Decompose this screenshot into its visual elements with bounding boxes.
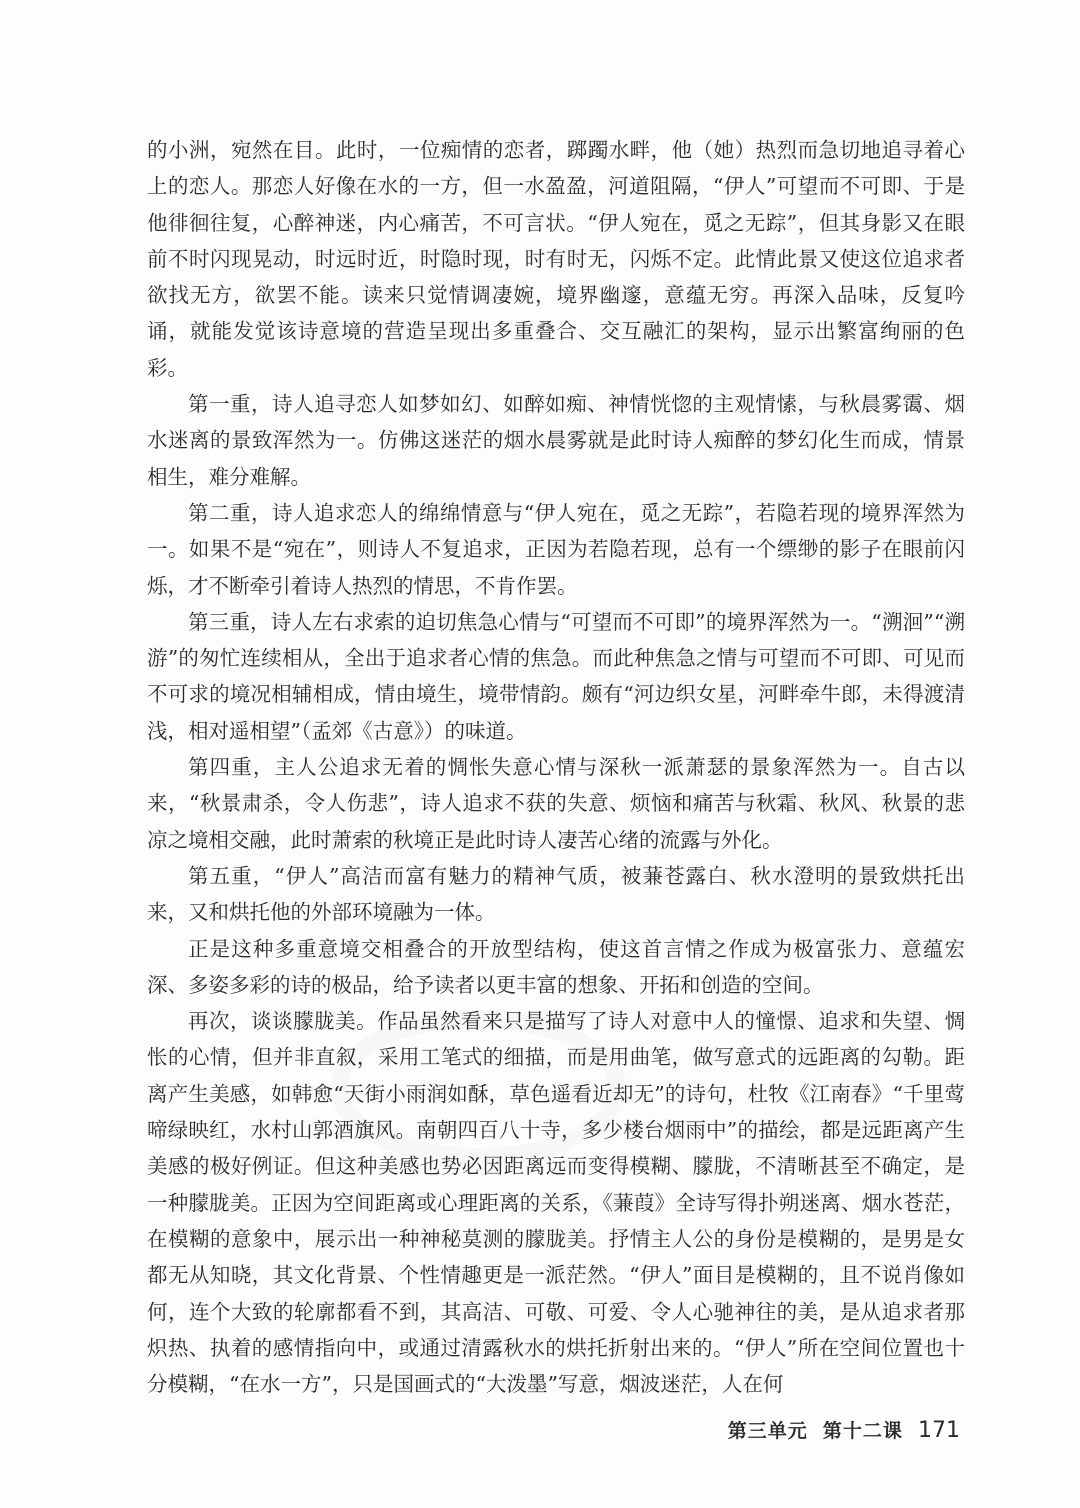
paragraph-layer-five: 第五重，“伊人”高洁而富有魅力的精神气质，被蒹苍露白、秋水澄明的景致烘托出来，又和烘托他的外部环境融为一体。 <box>147 863 965 925</box>
paragraph-continued: 的小洲，宛然在目。此时，一位痴情的恋者，踯躅水畔，他（她）热烈而急切地追寻着心上的恋人。那恋人好像在水的一方，但一水盈盈，河道阻隔，“伊人”可望而不可即、于是他徘徊往复，心醉神迷，内心痛苦，不可言状。“伊人宛在，觅之无踪”，但其身影又在眼前不时闪现晃动，时远时近，时隐时现，时有时无，闪烁不定。此情此景又使这位追求者欲找无方，欲罢不能。读来只觉情调凄婉，境界幽邃，意蕴无穷。再深入品味，反复吟诵，就能发觉该诗意境的营造呈现出多重叠合、交互融汇的架构，显示出繁富绚丽的色彩。 <box>147 138 965 380</box>
paragraph-layer-four: 第四重，主人公追求无着的惆怅失意心情与深秋一派萧瑟的景象浑然为一。自古以来，“秋景肃杀，令人伤悲”，诗人追求不获的失意、烦恼和痛苦与秋霜、秋风、秋景的悲凉之境相交融，此时萧索的秋境正是此时诗人凄苦心绪的流露与外化。 <box>147 755 965 852</box>
page-footer <box>0 1416 960 1443</box>
footer-unit: 第三单元 <box>727 1420 808 1442</box>
page-number: 171 <box>918 1418 960 1443</box>
footer-lesson: 第十二课 <box>822 1420 903 1442</box>
paragraph-layer-one: 第一重，诗人追寻恋人如梦如幻、如醉如痴、神情恍惚的主观情愫，与秋晨雾霭、烟水迷离的景致浑然为一。仿佛这迷茫的烟水晨雾就是此时诗人痴醉的梦幻化生而成，情景相生，难分难解。 <box>147 392 965 489</box>
paragraph-layer-two: 第二重，诗人追求恋人的绵绵情意与“伊人宛在，觅之无踪”，若隐若现的境界浑然为一。如果不是“宛在”，则诗人不复追求，正因为若隐若现，总有一个缥缈的影子在眼前闪烁，才不断牵引着诗人热烈的情思，不肯作罢。 <box>147 500 965 598</box>
paragraph-hazy-beauty: 再次，谈谈朦胧美。作品虽然看来只是描写了诗人对意中人的憧憬、追求和失望、惆怅的心情，但并非直叙，采用工笔式的细描，而是用曲笔，做写意式的远距离的勾勒。距离产生美感，如韩愈“天街小雨润如酥，草色遥看近却无”的诗句，杜牧《江南春》“千里莺啼绿映红，水村山郭酒旗风。南朝四百八十寺，多少楼台烟雨中”的描绘，都是远距离产生美感的极好例证。但这种美感也势必因距离远而变得模糊、朦胧，不清晰甚至不确定，是一种朦胧美。正因为空间距离或心理距离的关系，《蒹葭》全诗写得扑朔迷离、烟水苍茫，在模糊的意象中，展示出一种神秘莫测的朦胧美。抒情主人公的身份是模糊的，是男是女都无从知晓，其文化背景、个性情趣更是一派茫然。“伊人”面目是模糊的，且不说肖像如何，连个大致的轮廓都看不到，其高洁、可敬、可爱、令人心驰神往的美，是从追求者那炽热、执着的感情指向中，或通过清露秋水的烘托折射出来的。“伊人”所在空间位置也十分模糊，“在水一方”，只是国画式的“大泼墨”写意，烟波迷茫，人在何 <box>147 1009 965 1397</box>
paragraph-summary: 正是这种多重意境交相叠合的开放型结构，使这首言情之作成为极富张力、意蕴宏深、多姿多彩的诗的极品，给予读者以更丰富的想象、开拓和创造的空间。 <box>147 936 965 997</box>
paragraph-layer-three: 第三重，诗人左右求索的迫切焦急心情与“可望而不可即”的境界浑然为一。“溯洄”“溯游”的匆忙连续相从，全出于追求者心情的焦急。而此种焦急之情与可望而不可即、可见而不可求的境况相辅相成，情由境生，境带情韵。颇有“河边织女星，河畔牵牛郎，未得渡清浅，相对遥相望”（孟郊《古意》）的味道。 <box>147 609 965 743</box>
body-text <box>147 132 965 1402</box>
